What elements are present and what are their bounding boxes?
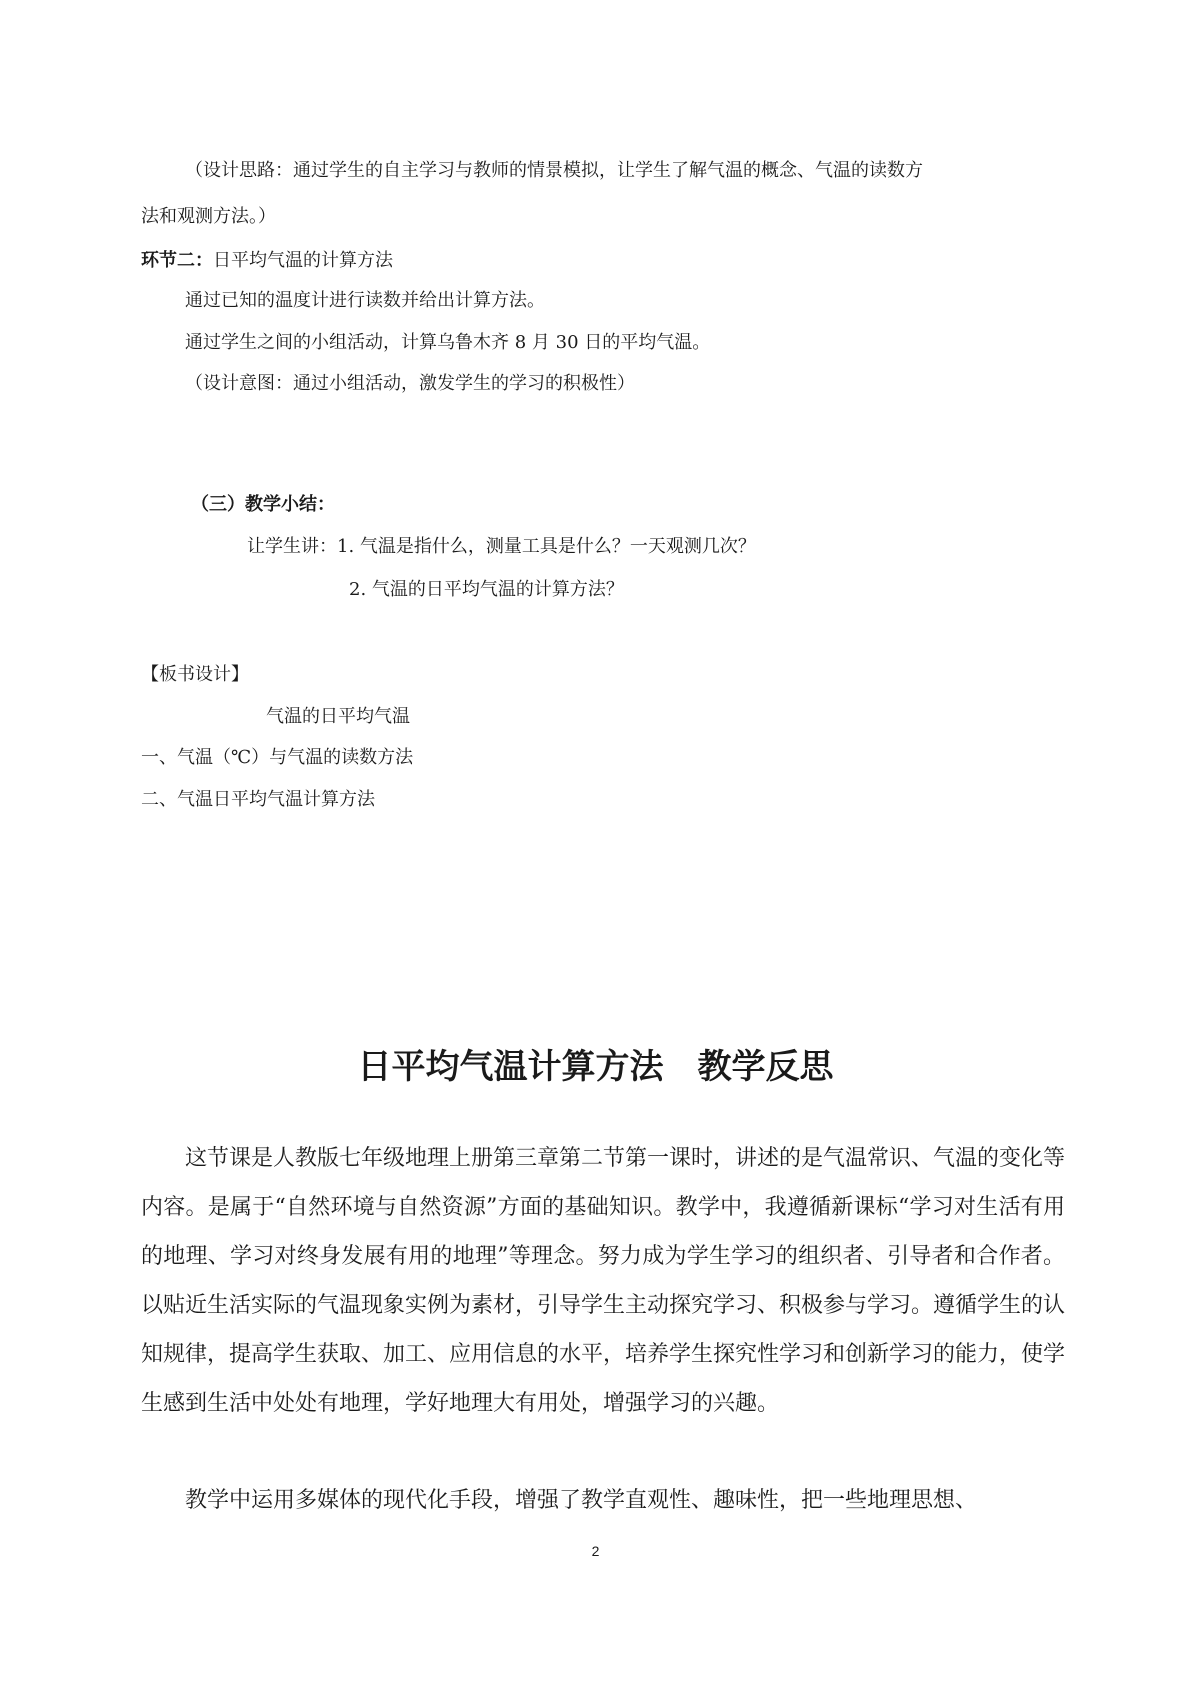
board-design-point-2: 二、气温日平均气温计算方法 <box>141 789 375 810</box>
section-two-intent: （设计意图：通过小组活动，激发学生的学习的积极性） <box>185 373 635 394</box>
reflection-title: 日平均气温计算方法 教学反思 <box>357 1047 834 1087</box>
section-two-label: 环节二： <box>141 250 213 271</box>
board-design-heading: 【板书设计】 <box>141 664 249 685</box>
board-design-point-1: 一、气温（℃）与气温的读数方法 <box>141 747 414 768</box>
summary-question-2: 2. 气温的日平均气温的计算方法？ <box>349 579 624 600</box>
reflection-paragraph-2: 教学中运用多媒体的现代化手段，增强了教学直观性、趣味性，把一些地理思想、 <box>185 1488 978 1513</box>
summary-question-1: 让学生讲：1. 气温是指什么，测量工具是什么？一天观测几次？ <box>247 536 756 557</box>
section-two-item-2: 通过学生之间的小组活动，计算乌鲁木齐 8 月 30 日的平均气温。 <box>185 332 711 353</box>
design-note-line-2: 法和观测方法。） <box>141 206 276 227</box>
page-number: 2 <box>591 1543 600 1559</box>
design-note-line-1: （设计思路：通过学生的自主学习与教师的情景模拟，让学生了解气温的概念、气温的读数方 <box>185 160 923 181</box>
section-two-title: 日平均气温的计算方法 <box>213 250 393 271</box>
section-two-heading <box>141 249 393 273</box>
summary-heading: （三）教学小结： <box>191 494 335 515</box>
board-design-title: 气温的日平均气温 <box>266 706 410 727</box>
section-two-item-1: 通过已知的温度计进行读数并给出计算方法。 <box>185 290 545 311</box>
reflection-paragraph-1: 这节课是人教版七年级地理上册第三章第二节第一课时，讲述的是气温常识、气温的变化等内容。是属于“自然环境与自然资源”方面的基础知识。教学中，我遵循新课标“学习对生活有用的地理、学习对终身发展有用的地理”等理念。努力成为学生学习的组织者、引导者和合作者。以贴近生活实际的气温现象实例为素材，引导学生主动探究学习、积极参与学习。遵循学生的认知规律，提高学生获取、加工、应用信息的水平，培养学生探究性学习和创新学习的能力，使学生感到生活中处处有地理，学好地理大有用处，增强学习的兴趣。 <box>141 1146 1066 1416</box>
